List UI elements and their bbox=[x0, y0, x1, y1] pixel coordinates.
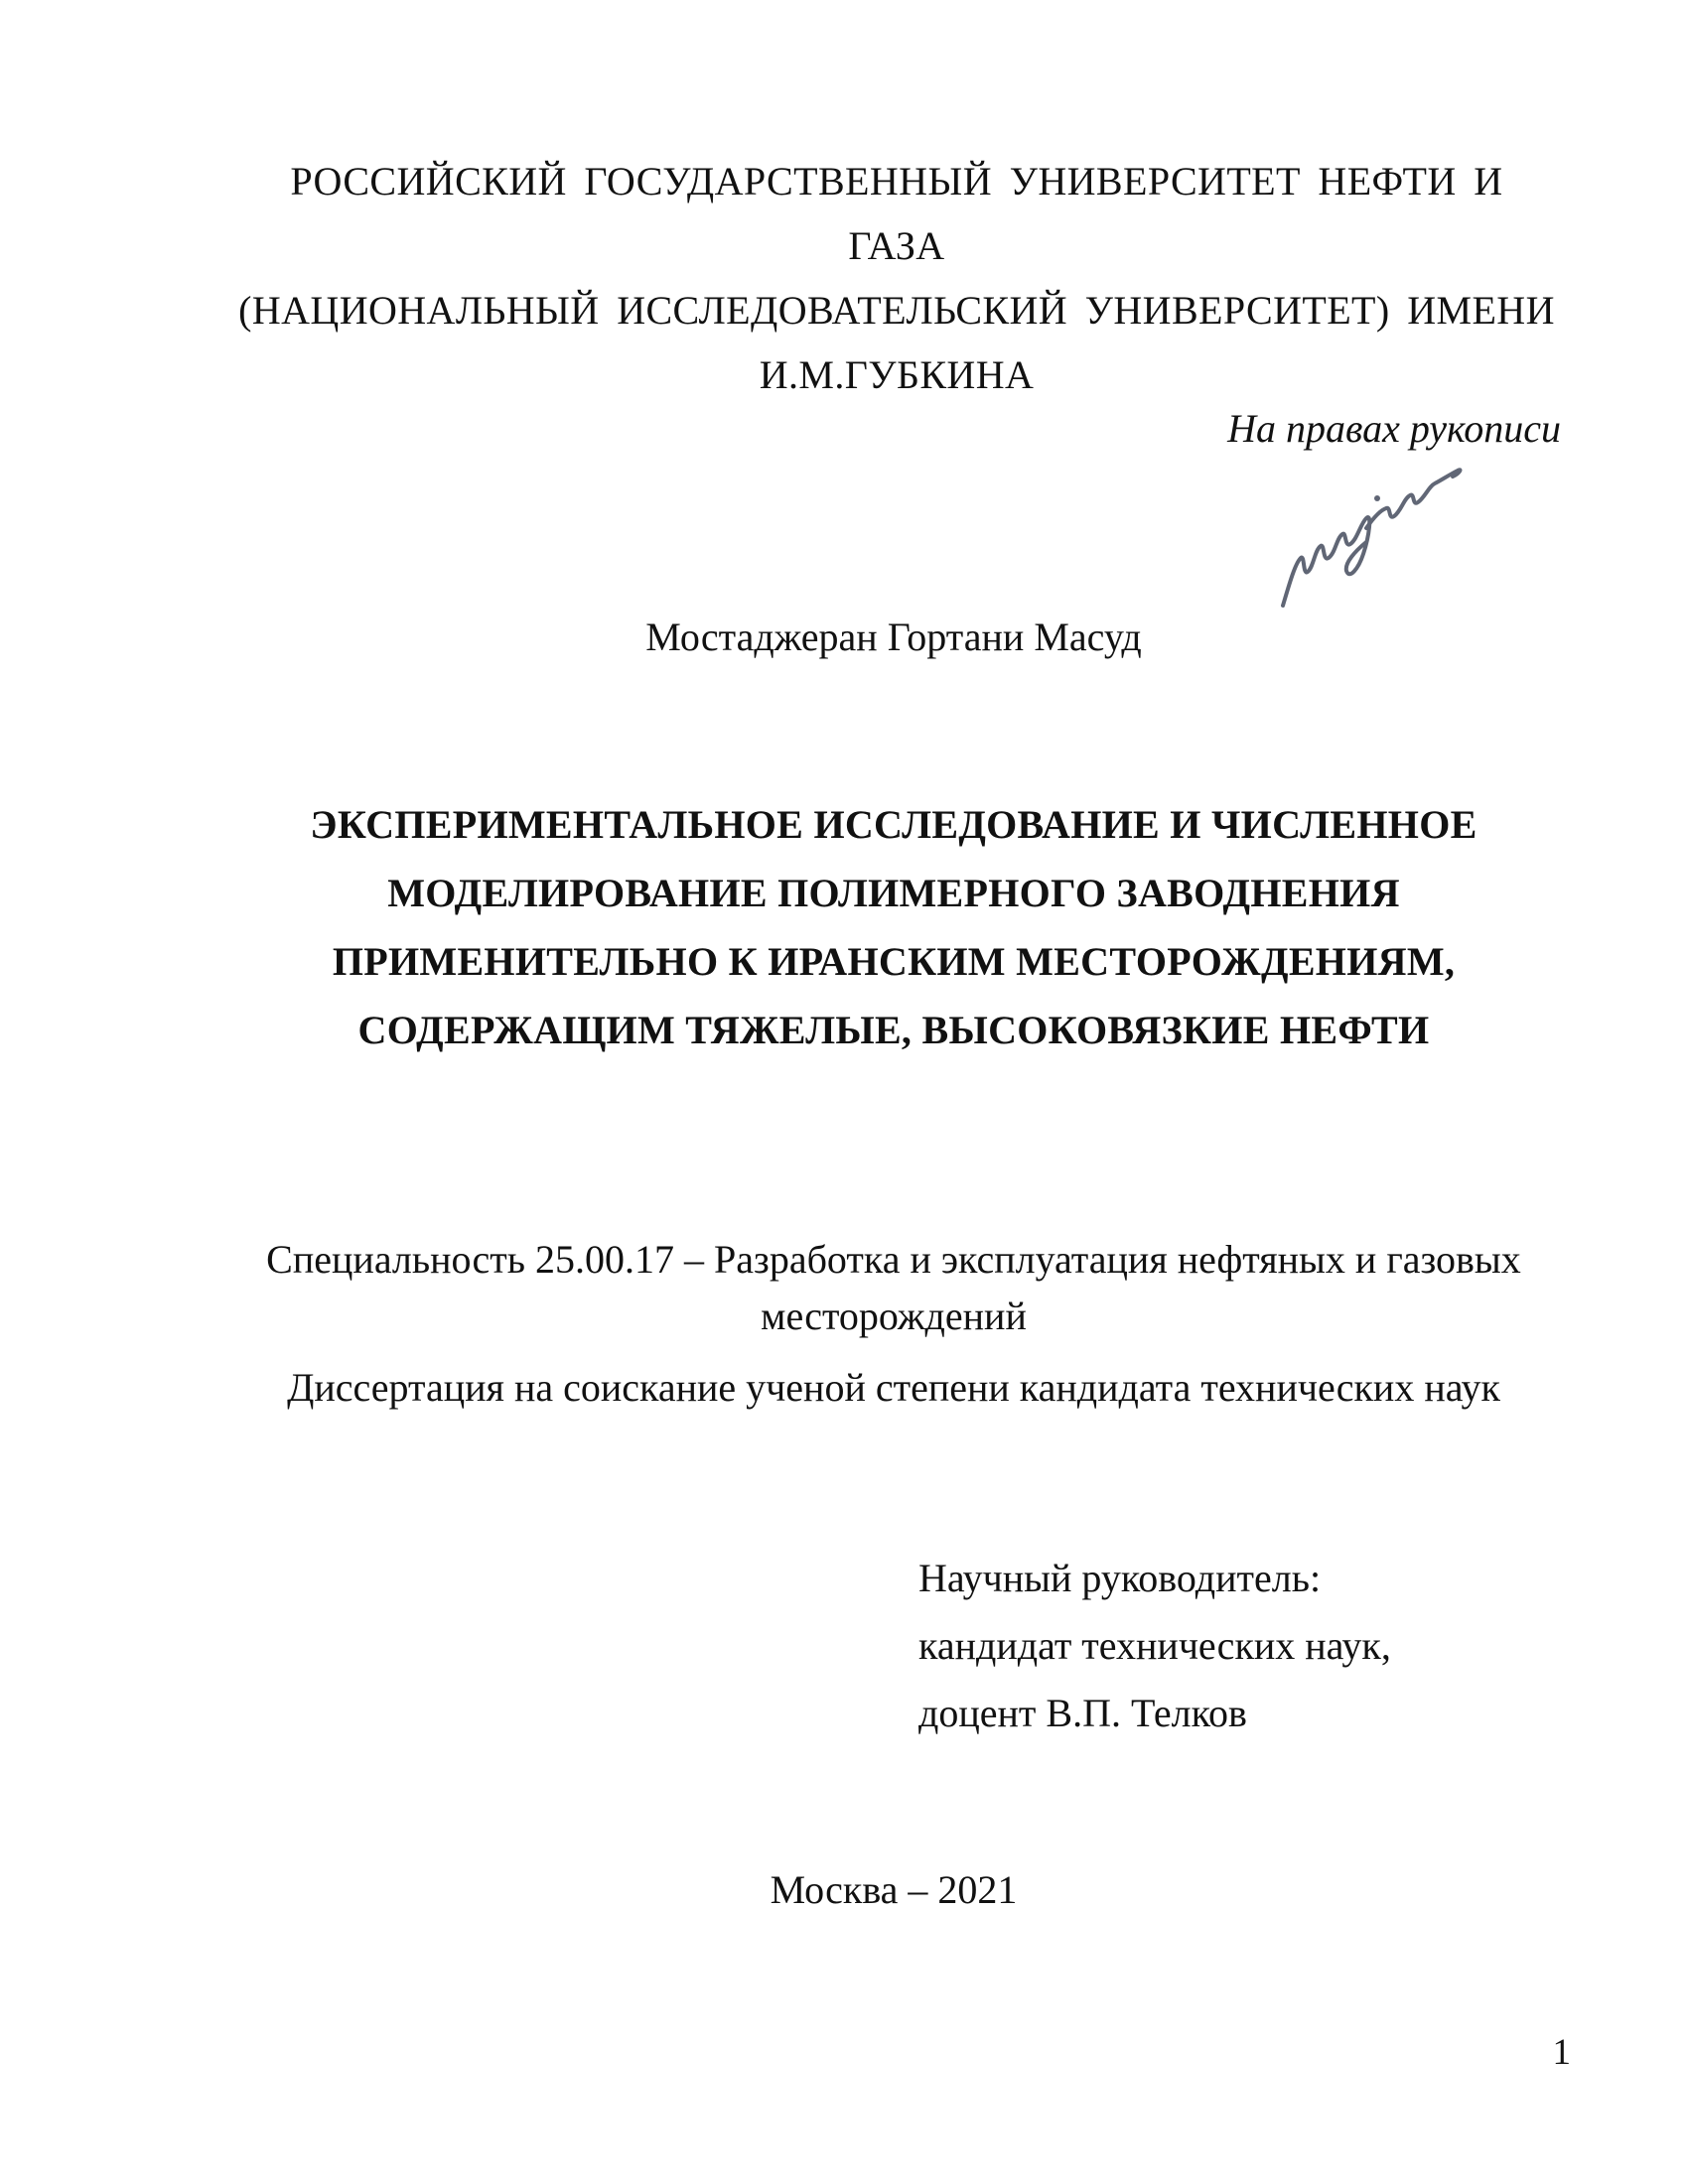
specialty-line-2: месторождений bbox=[761, 1294, 1027, 1338]
supervisor-degree: кандидат технических наук, bbox=[918, 1623, 1391, 1668]
page-number: 1 bbox=[1552, 2032, 1571, 2073]
dissertation-title-line-2: МОДЕЛИРОВАНИЕ ПОЛИМЕРНОГО ЗАВОДНЕНИЯ bbox=[387, 871, 1400, 915]
degree-statement: Диссертация на соискание ученой степени кандидата технических наук bbox=[287, 1365, 1500, 1410]
author-name: Мостаджеран Гортани Масуд bbox=[645, 614, 1142, 659]
dissertation-title-line-4: СОДЕРЖАЩИМ ТЯЖЕЛЫЕ, ВЫСОКОВЯЗКИЕ НЕФТИ bbox=[357, 1008, 1430, 1052]
handwritten-signature bbox=[1273, 455, 1472, 618]
dissertation-title bbox=[234, 790, 1553, 1064]
city-year: Москва – 2021 bbox=[770, 1867, 1018, 1912]
specialty-designation bbox=[234, 1231, 1553, 1344]
supervisor-name: доцент В.П. Телков bbox=[918, 1691, 1247, 1735]
manuscript-rights-note: На правах рукописи bbox=[1227, 406, 1561, 451]
university-name-line-2: (НАЦИОНАЛЬНЫЙ ИССЛЕДОВАТЕЛЬСКИЙ УНИВЕРСИТЕТ) ИМЕНИ bbox=[238, 288, 1555, 333]
dissertation-title-line-3: ПРИМЕНИТЕЛЬНО К ИРАНСКИМ МЕСТОРОЖДЕНИЯМ, bbox=[332, 939, 1456, 984]
university-name bbox=[234, 149, 1559, 407]
supervisor-block bbox=[918, 1545, 1391, 1747]
dissertation-title-line-1: ЭКСПЕРИМЕНТАЛЬНОЕ ИССЛЕДОВАНИЕ И ЧИСЛЕННОЕ bbox=[310, 802, 1477, 847]
university-name-line-3: И.М.ГУБКИНА bbox=[759, 352, 1035, 397]
specialty-line-1: Специальность 25.00.17 – Разработка и эксплуатация нефтяных и газовых bbox=[266, 1237, 1521, 1282]
university-name-line-1: РОССИЙСКИЙ ГОСУДАРСТВЕННЫЙ УНИВЕРСИТЕТ НЕФТИ И ГАЗА bbox=[290, 159, 1503, 268]
supervisor-label: Научный руководитель: bbox=[918, 1556, 1322, 1600]
